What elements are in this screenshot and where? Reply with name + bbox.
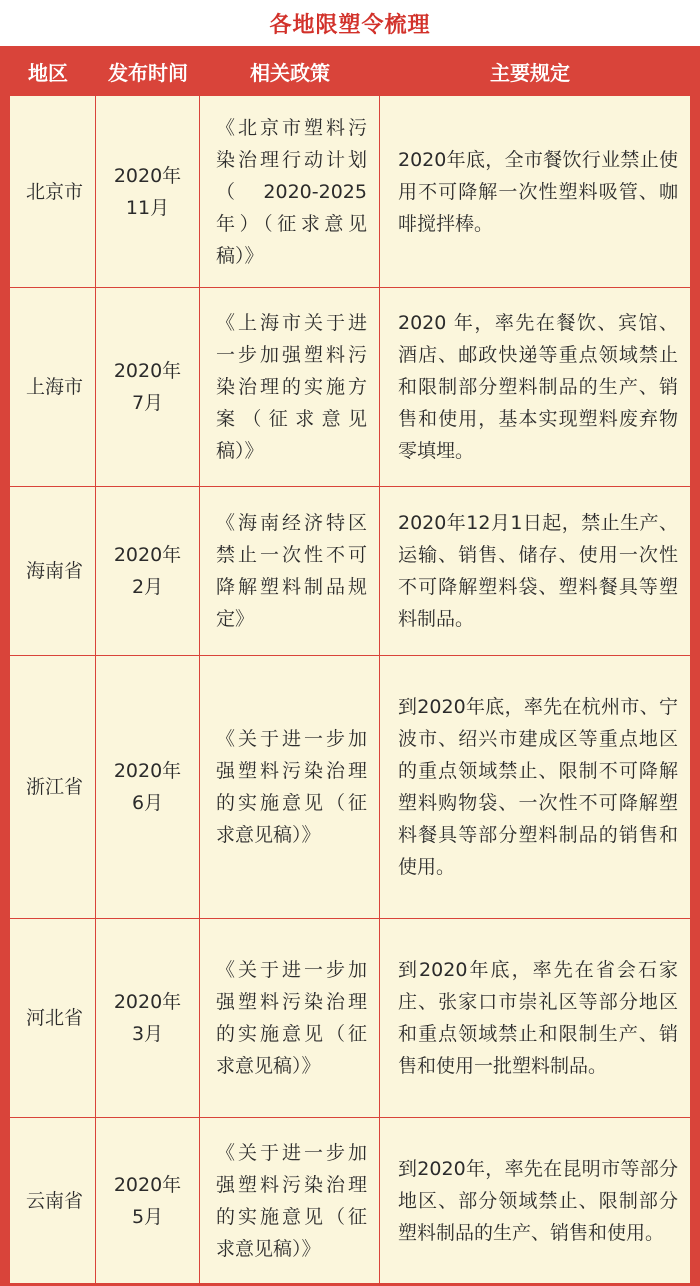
rule-text: 2020年12月1日起，禁止生产、运输、销售、储存、使用一次性不可降解塑料袋、塑料餐具等塑料制品。 (398, 512, 678, 630)
header-region: 地区 (28, 60, 68, 85)
date-text: 2020年 11月 (113, 164, 182, 219)
cell-date (96, 1118, 200, 1283)
table-row (10, 1118, 690, 1284)
region-text: 海南省 (25, 560, 83, 582)
cell-policy (200, 487, 380, 655)
cell-date (96, 919, 200, 1117)
cell-policy (200, 288, 380, 486)
cell-policy (200, 919, 380, 1117)
cell-policy (200, 656, 380, 918)
region-text: 浙江省 (25, 776, 83, 798)
cell-rule (380, 1118, 690, 1283)
cell-date (96, 487, 200, 655)
policy-text: 《关于进一步加强塑料污染治理的实施意见（征求意见稿）》 (216, 959, 367, 1077)
cell-rule (380, 656, 690, 918)
cell-region (10, 1118, 96, 1283)
rule-text: 2020 年，率先在餐饮、宾馆、酒店、邮政快递等重点领域禁止和限制部分塑料制品的生产、销售和使用，基本实现塑料废弃物零填埋。 (398, 312, 678, 462)
date-text: 2020年 5月 (113, 1173, 182, 1228)
cell-rule (380, 919, 690, 1117)
header-date: 发布时间 (108, 60, 188, 85)
policy-text: 《北京市塑料污染治理行动计划（2020-2025年）（征求意见稿）》 (216, 116, 367, 267)
cell-date (96, 288, 200, 486)
cell-rule (380, 487, 690, 655)
cell-policy (200, 96, 380, 287)
table-row (10, 288, 690, 487)
region-text: 北京市 (25, 180, 83, 203)
cell-region (10, 96, 96, 287)
table-row (10, 487, 690, 656)
table-row (10, 96, 690, 288)
table-header (0, 46, 700, 96)
cell-region (10, 487, 96, 655)
rule-text: 到2020年，率先在昆明市等部分地区、部分领域禁止、限制部分塑料制品的生产、销售和使用。 (398, 1157, 678, 1244)
header-policy: 相关政策 (250, 60, 330, 85)
region-text: 河北省 (25, 1007, 83, 1029)
cell-region (10, 288, 96, 486)
date-text: 2020年 2月 (113, 544, 182, 598)
cell-region (10, 919, 96, 1117)
cell-policy (200, 1118, 380, 1283)
page-title: 各地限塑令梳理 (269, 12, 431, 38)
date-text: 2020年 7月 (113, 360, 182, 414)
cell-rule (380, 288, 690, 486)
rule-text: 2020年底，全市餐饮行业禁止使用不可降解一次性塑料吸管、咖啡搅拌棒。 (398, 148, 678, 235)
region-text: 云南省 (25, 1189, 83, 1212)
policy-text: 《上海市关于进一步加强塑料污染治理的实施方案（征求意见稿）》 (216, 312, 367, 462)
cell-rule (380, 96, 690, 287)
table-row (10, 919, 690, 1118)
policy-text: 《海南经济特区禁止一次性不可降解塑料制品规定》 (216, 512, 367, 630)
date-text: 2020年 6月 (113, 760, 182, 814)
date-text: 2020年 3月 (113, 991, 182, 1045)
region-text: 上海市 (25, 376, 83, 398)
policy-text: 《关于进一步加强塑料污染治理的实施意见（征求意见稿）》 (216, 728, 367, 846)
cell-date (96, 96, 200, 287)
title-bar (0, 0, 700, 46)
header-rule: 主要规定 (490, 60, 570, 85)
table-body (10, 96, 690, 1284)
table-row (10, 656, 690, 919)
cell-date (96, 656, 200, 918)
rule-text: 到2020年底，率先在省会石家庄、张家口市崇礼区等部分地区和重点领域禁止和限制生产、销售和使用一批塑料制品。 (398, 959, 678, 1077)
rule-text: 到2020年底，率先在杭州市、宁波市、绍兴市建成区等重点地区的重点领域禁止、限制不可降解塑料购物袋、一次性不可降解塑料餐具等部分塑料制品的销售和使用。 (398, 696, 678, 878)
policy-table (0, 46, 700, 1286)
policy-text: 《关于进一步加强塑料污染治理的实施意见（征求意见稿）》 (216, 1141, 367, 1260)
cell-region (10, 656, 96, 918)
